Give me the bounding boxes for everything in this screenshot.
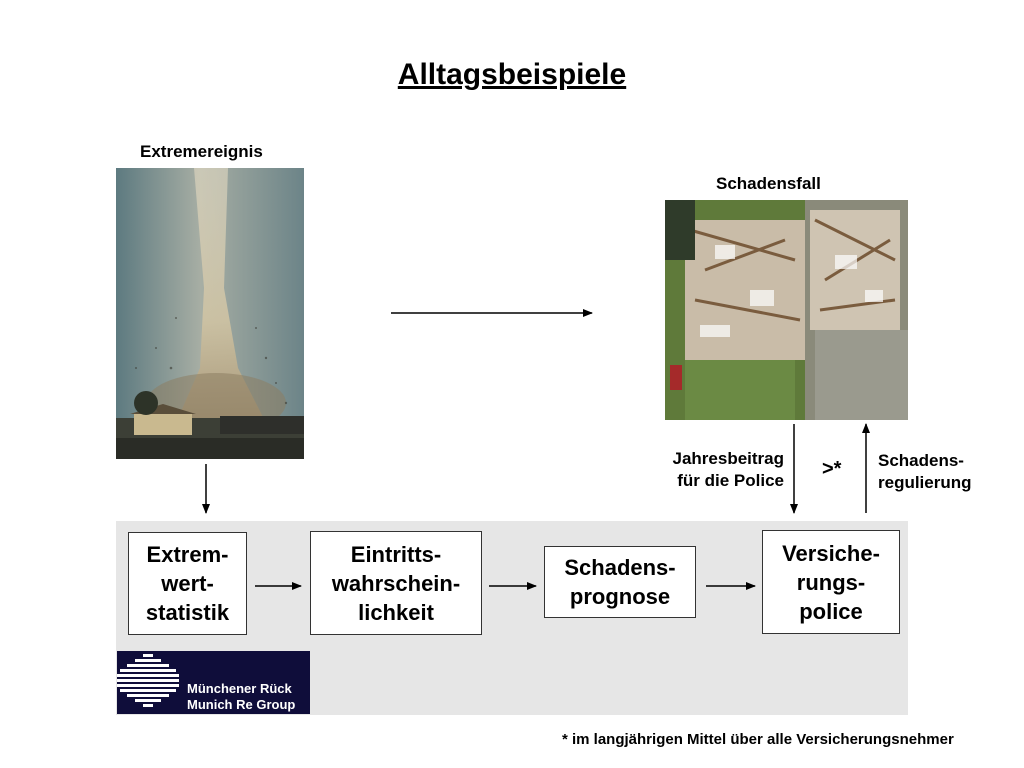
munich-re-logo	[117, 651, 310, 714]
settlement-label-line: Schadens-	[878, 451, 964, 470]
step-line: police	[799, 598, 863, 624]
step-line: wahrschein-	[331, 570, 461, 596]
process-step-probability	[310, 531, 482, 635]
logo-line-2: Munich Re Group	[187, 697, 296, 712]
footnote: * im langjährigen Mittel über alle Versicherungsnehmer	[562, 731, 954, 748]
ratio-symbol: >*	[822, 458, 842, 480]
event-label: Extremereignis	[140, 142, 263, 161]
premium-label-line: für die Police	[677, 471, 784, 490]
step-line: prognose	[569, 584, 671, 609]
step-line: Eintritts-	[350, 541, 442, 567]
step-line: statistik	[145, 600, 230, 625]
step-line: lichkeit	[358, 599, 434, 625]
premium-label	[652, 448, 784, 492]
step-line: rungs-	[796, 569, 866, 595]
step-line: wert-	[161, 571, 214, 596]
page-title: Alltagsbeispiele	[397, 58, 627, 91]
logo-line-1: Münchener Rück	[187, 681, 292, 696]
settlement-label	[878, 450, 972, 494]
process-step-damage-forecast	[544, 546, 696, 618]
logo-emblem-icon	[117, 651, 179, 714]
step-line: Extrem-	[146, 542, 229, 567]
damage-label: Schadensfall	[716, 174, 821, 193]
process-step-insurance-policy	[762, 530, 900, 634]
damage-photo	[665, 200, 908, 420]
settlement-label-line: regulierung	[878, 473, 972, 492]
premium-label-line: Jahresbeitrag	[672, 449, 784, 468]
step-line: Schadens-	[564, 555, 676, 580]
step-line: Versiche-	[782, 540, 880, 566]
tornado-photo	[116, 168, 304, 459]
process-step-extreme-value-statistics	[128, 532, 247, 635]
